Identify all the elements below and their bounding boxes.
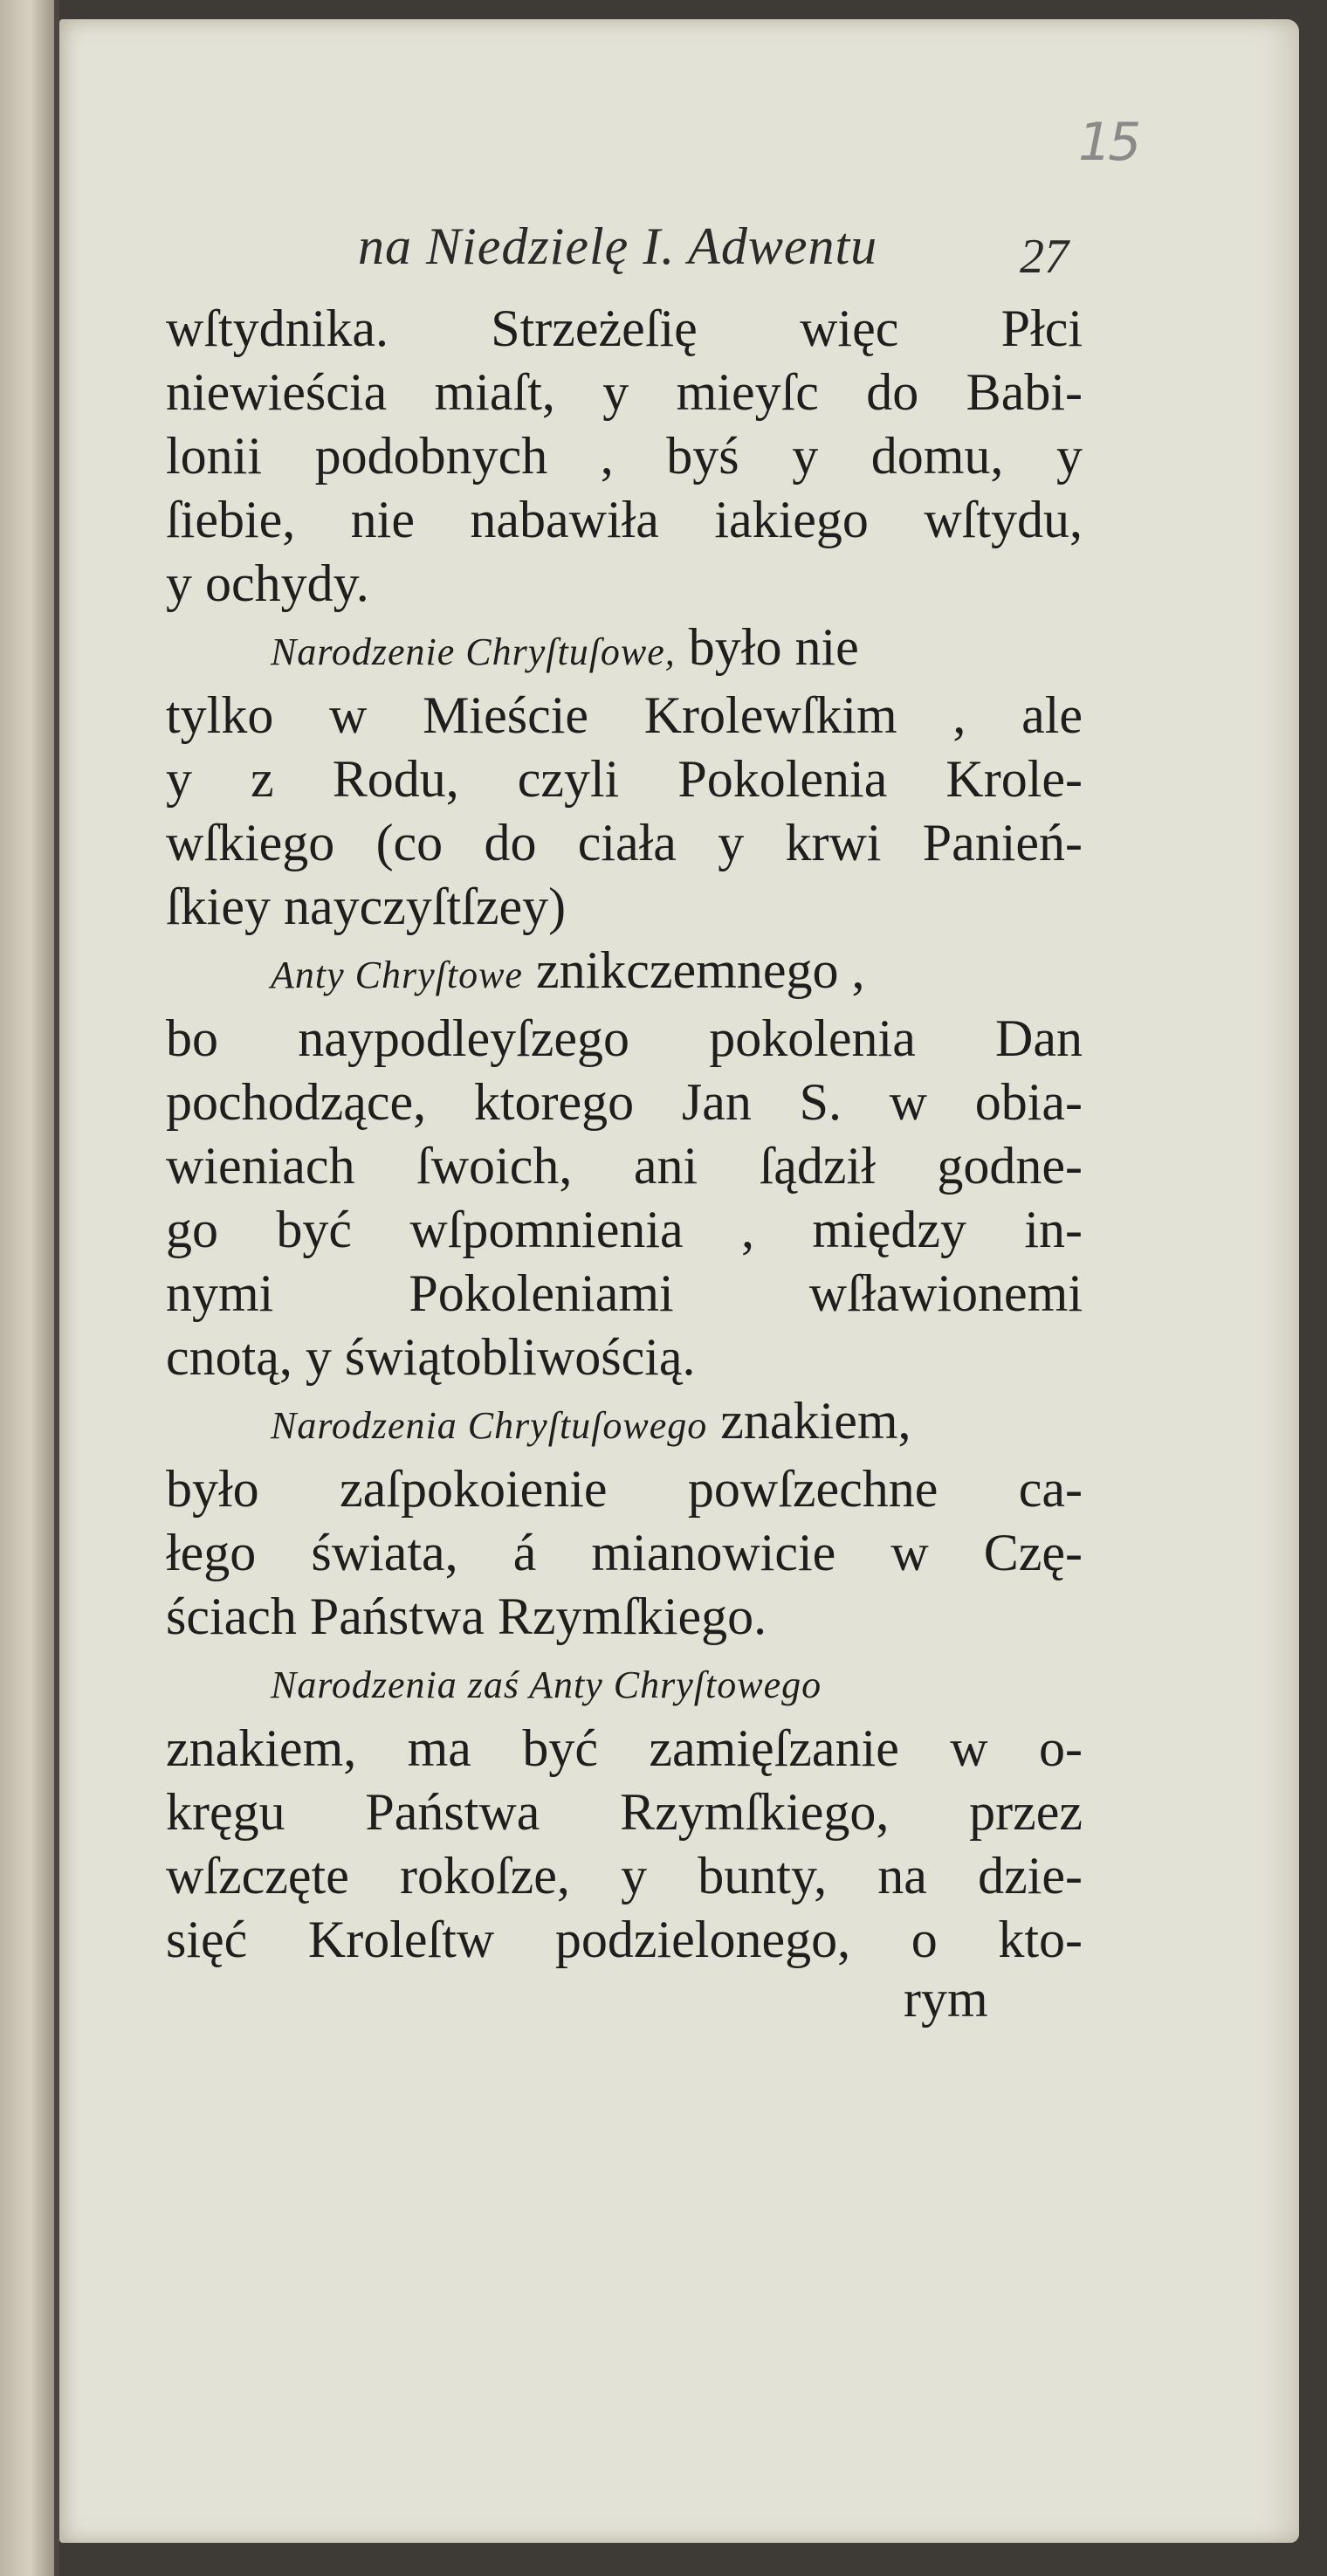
text-line: cnotą, y świątobliwością. bbox=[166, 1328, 696, 1386]
text-line: tylko w Mieście Krolewſkim , ale bbox=[166, 686, 1083, 744]
text-line: y ochydy. bbox=[166, 554, 369, 612]
running-head: na Niedzielę I. Adwentu bbox=[358, 217, 878, 275]
text-line bbox=[166, 1649, 1083, 1717]
text-line: wſtydnika. Strzeżeſię więc Płci bbox=[166, 300, 1083, 357]
text-line: było zaſpokoienie powſzechne ca- bbox=[166, 1460, 1083, 1518]
italic-lead: Narodzenie Chryſtuſowe, bbox=[271, 630, 676, 673]
text-line: niewieścia miaſt, y mieyſc do Babi- bbox=[166, 363, 1083, 421]
text-line: ſiebie, nie nabawiła iakiego wſtydu, bbox=[166, 491, 1083, 548]
italic-lead: Narodzenia Chryſtuſowego bbox=[271, 1404, 708, 1447]
text-line: Anty Chryſtowe znikczemnego , bbox=[271, 941, 865, 999]
italic-lead: Anty Chryſtowe bbox=[271, 954, 523, 996]
page-number: 27 bbox=[1020, 230, 1069, 284]
text-line: nymi Pokoleniami wſławionemi bbox=[166, 1264, 1083, 1322]
facing-page-edge bbox=[0, 0, 54, 2576]
text-line: wieniach ſwoich, ani ſądził godne- bbox=[166, 1137, 1083, 1195]
text-line: go być wſpomnienia , między in- bbox=[166, 1201, 1083, 1258]
pencil-folio-mark: 15 bbox=[1078, 112, 1138, 173]
text-line: łego świata, á mianowicie w Czę- bbox=[166, 1524, 1083, 1581]
italic-lead: Narodzenia zaś Anty Chryſtowego bbox=[271, 1663, 822, 1706]
text-line: ſkiey nayczyſtſzey) bbox=[166, 878, 567, 935]
text-line: Narodzenie Chryſtuſowe, było nie bbox=[271, 618, 859, 676]
text-line: kręgu Państwa Rzymſkiego, przez bbox=[166, 1783, 1083, 1841]
body-text bbox=[166, 297, 1083, 1972]
text-line: wſkiego (co do ciała y krwi Panień- bbox=[166, 814, 1083, 871]
text-line: pochodzące, ktorego Jan S. w obia- bbox=[166, 1073, 1083, 1131]
catchword: rym bbox=[904, 1970, 988, 2028]
text-line: lonii podobnych , byś y domu, y bbox=[166, 427, 1083, 485]
text-line: y z Rodu, czyli Pokolenia Krole- bbox=[166, 750, 1083, 808]
text-line: wſzczęte rokoſze, y bunty, na dzie- bbox=[166, 1847, 1083, 1904]
text-line: Narodzenia Chryſtuſowego znakiem, bbox=[271, 1392, 911, 1450]
text-line: sięć Kroleſtw podzielonego, o kto- bbox=[166, 1911, 1083, 1968]
text-line: znakiem, ma być zamięſzanie w o- bbox=[166, 1719, 1083, 1777]
text-line: ściach Państwa Rzymſkiego. bbox=[166, 1588, 767, 1645]
text-line: bo naypodleyſzego pokolenia Dan bbox=[166, 1009, 1083, 1067]
